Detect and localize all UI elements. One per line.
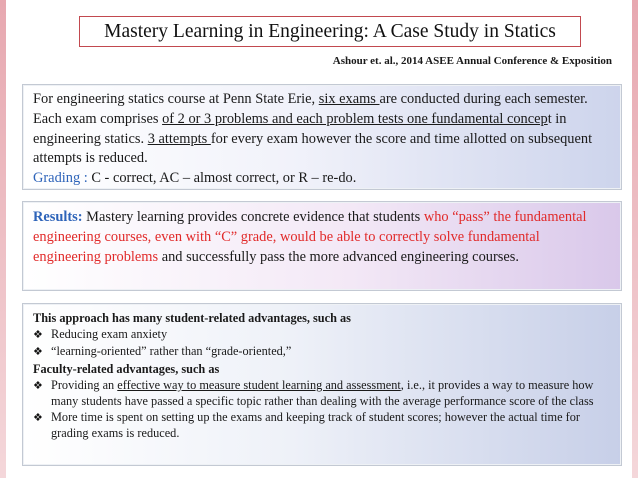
intro-text-b: are conducted during each semester. Each exam comprises: [33, 91, 588, 127]
student-advantages-heading: This approach has many student-related advantages, such as: [33, 311, 351, 325]
diamond-bullet-icon: ❖: [33, 329, 43, 342]
intro-text-d: for every exam however the score and time allotted on subsequent attempts is reduced.: [33, 130, 593, 167]
faculty-item-1-post: , i.e., it provides a way to measure how many students have passed a specific topic rather than dealing with the average performance score of the class: [51, 377, 594, 409]
results-text-a: Mastery learning provides concrete evidence that students: [82, 209, 424, 225]
advantages-panel: [22, 303, 622, 466]
intro-panel: [22, 84, 622, 190]
six-exams-text: six exams: [318, 91, 380, 107]
slide-title-text: Mastery Learning in Engineering: A Case Study in Statics: [104, 20, 556, 42]
list-item: [33, 326, 611, 343]
grading-text: C - correct, AC – almost correct, or R – re-do.: [91, 170, 357, 187]
left-frame-border: [0, 0, 6, 478]
intro-text-c: t in engineering statics.: [33, 110, 567, 147]
list-item: [33, 343, 611, 360]
student-item-2: “learning-oriented” rather than “grade-oriented,”: [51, 344, 292, 359]
list-item: [33, 377, 611, 409]
diamond-bullet-icon: ❖: [33, 379, 43, 392]
slide-title: [79, 16, 581, 47]
results-panel: [22, 201, 622, 291]
problems-text: of 2 or 3 problems and each problem tests one fundamental concep: [162, 110, 548, 127]
results-highlight: who “pass” the fundamental engineering courses, even with “C” grade, would be able to correctly solve fundamental engineering problems: [33, 209, 587, 265]
grading-label: Grading :: [33, 170, 92, 187]
attempts-text: 3 attempts: [147, 130, 211, 147]
diamond-bullet-icon: ❖: [33, 346, 43, 359]
student-item-1: Reducing exam anxiety: [51, 327, 168, 342]
list-item: [33, 409, 611, 441]
diamond-bullet-icon: ❖: [33, 412, 43, 425]
faculty-item-1-pre: Providing an: [51, 377, 118, 392]
faculty-advantages-heading: Faculty-related advantages, such as: [33, 361, 220, 376]
faculty-item-2: More time is spent on setting up the exams and keeping track of student scores; however the actual time for grading exams is reduced.: [51, 410, 580, 441]
faculty-item-1: [51, 377, 611, 409]
citation: Ashour et. al., 2014 ASEE Annual Conference & Exposition: [332, 55, 612, 67]
right-frame-border: [632, 0, 638, 478]
results-text-b: and successfully pass the more advanced engineering courses.: [158, 248, 519, 265]
results-label: Results:: [33, 209, 83, 225]
intro-text-a: For engineering statics course at Penn State Erie,: [33, 91, 319, 107]
faculty-item-1-underlined: effective way to measure student learning and assessment: [117, 377, 401, 392]
